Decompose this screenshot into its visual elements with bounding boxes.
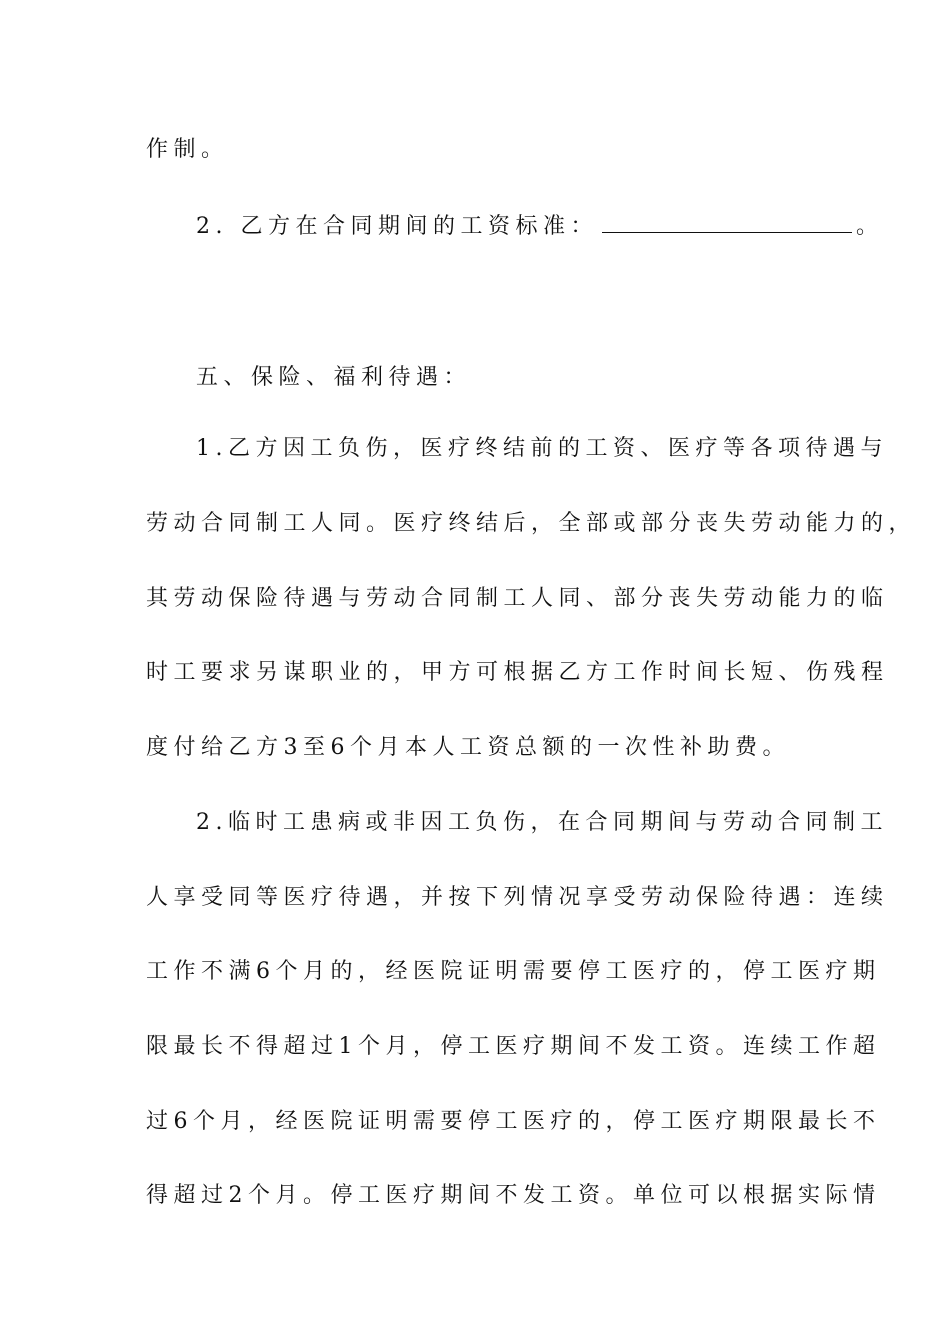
- paragraph-text: 限最长不得超过1个月，停工医疗期间不发工资。连续工作超: [146, 1034, 881, 1059]
- text-line: [0, 1181, 950, 1211]
- paragraph-text: 得超过2个月。停工医疗期间不发工资。单位可以根据实际情: [146, 1183, 881, 1208]
- wage-standard-end: 。: [855, 214, 884, 239]
- text-line: [0, 509, 950, 539]
- paragraph-text: 劳动合同制工人同。医疗终结后，全部或部分丧失劳动能力的，: [146, 511, 917, 536]
- text-line: [0, 434, 950, 464]
- text-line: [0, 883, 950, 913]
- text-line: [0, 957, 950, 987]
- wage-standard-label: 2. 乙方在合同期间的工资标准：: [196, 214, 598, 239]
- text-line: [0, 808, 950, 838]
- paragraph-text: 2.临时工患病或非因工负伤，在合同期间与劳动合同制工: [196, 810, 888, 835]
- wage-standard-blank: [602, 212, 852, 233]
- paragraph-text: 人享受同等医疗待遇，并按下列情况享受劳动保险待遇：连续: [146, 885, 889, 910]
- wage-standard-line: [0, 212, 950, 242]
- section-heading: [0, 363, 950, 393]
- paragraph-text: 度付给乙方3至6个月本人工资总额的一次性补助费。: [146, 735, 790, 760]
- paragraph-text: 工作不满6个月的，经医院证明需要停工医疗的，停工医疗期: [146, 959, 881, 984]
- paragraph-text: 过6个月，经医院证明需要停工医疗的，停工医疗期限最长不: [146, 1109, 881, 1134]
- paragraph-text: 1.乙方因工负伤，医疗终结前的工资、医疗等各项待遇与: [196, 436, 888, 461]
- paragraph-text: 作制。: [146, 137, 229, 162]
- paragraph-text: 其劳动保险待遇与劳动合同制工人同、部分丧失劳动能力的临: [146, 586, 889, 611]
- text-line: [0, 1107, 950, 1137]
- section-title: 五、保险、福利待遇：: [196, 365, 472, 390]
- text-line: [0, 1032, 950, 1062]
- paragraph-text: 时工要求另谋职业的，甲方可根据乙方工作时间长短、伤残程: [146, 660, 889, 685]
- text-line: [0, 733, 950, 763]
- text-line: [0, 135, 950, 165]
- text-line: [0, 584, 950, 614]
- text-line: [0, 658, 950, 688]
